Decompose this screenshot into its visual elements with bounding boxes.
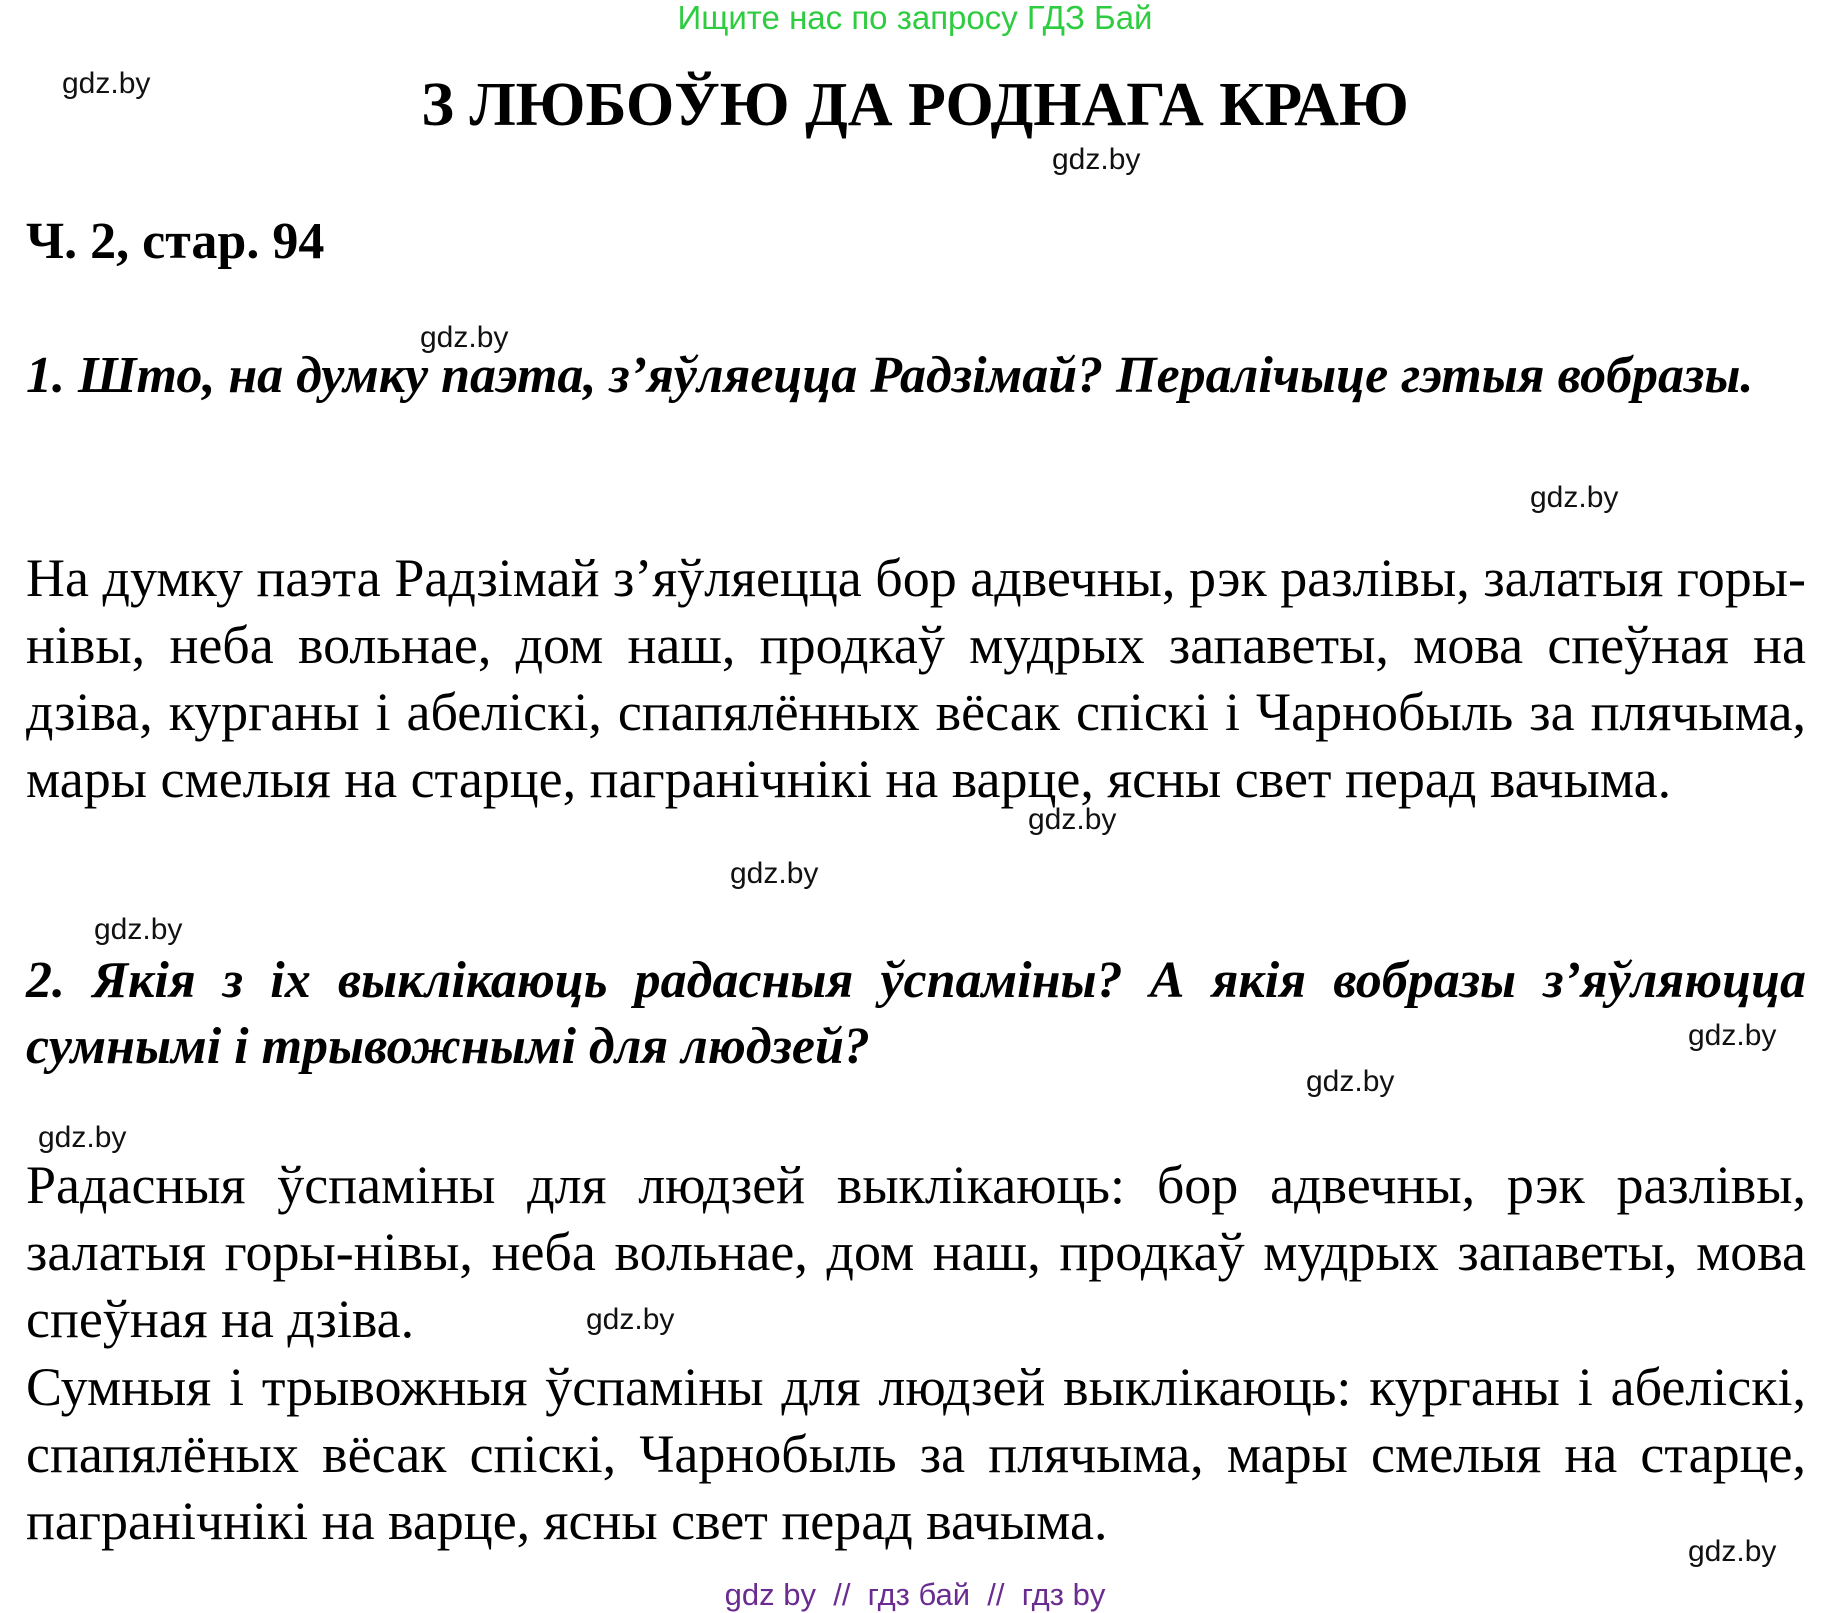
- watermark: gdz.by: [730, 857, 819, 890]
- watermark: gdz.by: [1028, 803, 1117, 836]
- footer-links: gdz by // гдз бай // гдз by: [724, 1577, 1106, 1612]
- watermark: gdz.by: [1530, 481, 1619, 514]
- watermark: gdz.by: [94, 913, 183, 946]
- question-1: 1. Што, на думку паэта, з’яўляецца Радзімай? Пералічыце гэтыя вобразы.: [26, 347, 1754, 404]
- question-2: 2. Якія з іх выклікаюць радасныя ўспаміны? А якія вобразы з’яўляюцца сумнымі і трывожнымі для людзей?: [26, 952, 1806, 1075]
- watermark: gdz.by: [38, 1121, 127, 1154]
- watermark: gdz.by: [62, 67, 151, 100]
- watermark: gdz.by: [1688, 1019, 1777, 1052]
- answer-2-joyful: Радасныя ўспаміны для людзей выклікаюць: бор адвечны, рэк разлівы, залатыя горы-нівы, неба вольнае, дом наш, продкаў мудрых запаветы, мова спеўная на дзіва.: [26, 1155, 1806, 1349]
- answer-1: На думку паэта Радзімай з’яўляецца бор адвечны, рэк разлівы, залатыя горы-нівы, неба вольнае, дом наш, продкаў мудрых запаветы, мова спеўная на дзіва, курганы і абеліскі, спапялённых вёсак спіскі і Чарнобыль за плячыма, мары смелыя на старце, пагранічнікі на варце, ясны свет перад вачыма.: [26, 548, 1806, 809]
- page-title: З ЛЮБОЎЮ ДА РОДНАГА КРАЮ: [421, 71, 1409, 139]
- watermark: gdz.by: [1306, 1065, 1395, 1098]
- watermark: gdz.by: [420, 321, 509, 354]
- watermark: gdz.by: [1688, 1535, 1777, 1568]
- answer-2-sad: Сумныя і трывожныя ўспаміны для людзей выклікаюць: курганы і абеліскі, спапялёных вёсак спіскі, Чарнобыль за плячыма, мары смелыя на старце, пагранічнікі на варце, ясны свет перад вачыма.: [26, 1357, 1806, 1551]
- top-banner: Ищите нас по запросу ГДЗ Бай: [677, 0, 1153, 36]
- watermark: gdz.by: [1052, 143, 1141, 176]
- section-heading: Ч. 2, стар. 94: [26, 213, 325, 270]
- watermark: gdz.by: [586, 1303, 675, 1336]
